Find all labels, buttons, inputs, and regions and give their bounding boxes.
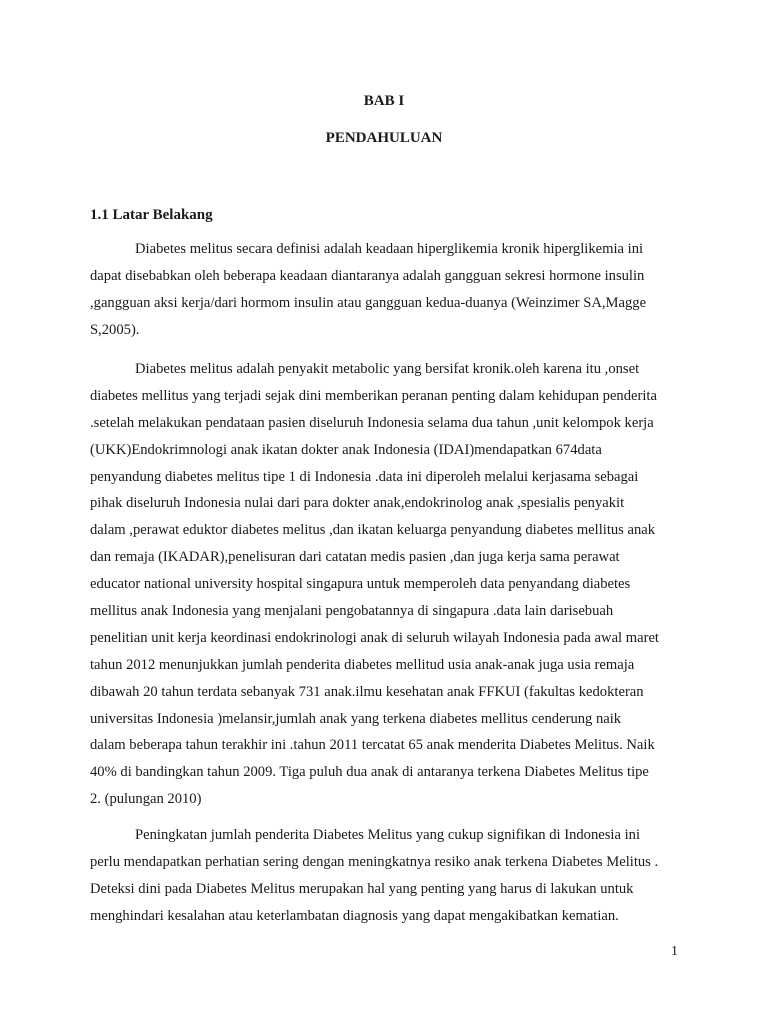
paragraph-line: mellitus anak Indonesia yang menjalani pengobatannya di singapura .data lain darisebuah (90, 603, 614, 620)
paragraph-line: educator national university hospital singapura untuk memperoleh data penyandang diabetes (90, 576, 631, 593)
paragraph-line: .setelah melakukan pendataan pasien diseluruh Indonesia selama dua tahun ,unit kelompok kerja (90, 414, 654, 431)
paragraph-line: dapat disebabkan oleh beberapa keadaan diantaranya adalah gangguan sekresi hormone insulin (90, 267, 645, 284)
paragraph-line: Peningkatan jumlah penderita Diabetes Melitus yang cukup signifikan di Indonesia ini (135, 827, 640, 843)
paragraph-line: Diabetes melitus secara definisi adalah keadaan hiperglikemia kronik hiperglikemia ini (135, 241, 644, 257)
paragraph-line: dalam beberapa tahun terakhir ini .tahun 2011 tercatat 65 anak menderita Diabetes Melitus. Naik (90, 737, 655, 754)
paragraph-line: penelitian unit kerja keordinasi endokrinologi anak di seluruh wilayah Indonesia pada awal maret (90, 629, 659, 646)
paragraph-line: S,2005). (90, 321, 140, 338)
paragraph-line: diabetes mellitus yang terjadi sejak dini memberikan peranan penting dalam kehidupan penderita (90, 387, 657, 404)
paragraph-3 (90, 822, 690, 930)
paragraph-line: (UKK)Endokrimnologi anak ikatan dokter anak Indonesia (IDAI)mendapatkan 674data (90, 441, 602, 458)
paragraph-line: dibawah 20 tahun terdata sebanyak 731 anak.ilmu kesehatan anak FFKUI (fakultas kedokteran (90, 683, 644, 700)
paragraph-line: tahun 2012 menunjukkan jumlah penderita diabetes mellitud usia anak-anak juga usia remaja (90, 656, 635, 673)
paragraph-line: universitas Indonesia )melansir,jumlah anak yang terkena diabetes mellitus cenderung naik (90, 710, 622, 727)
page-number: 1 (671, 944, 678, 959)
paragraph-line: Deteksi dini pada Diabetes Melitus merupakan hal yang penting yang harus di lakukan untuk (90, 880, 634, 897)
paragraph-line: ,gangguan aksi kerja/dari hormom insulin atau gangguan kedua-duanya (Weinzimer SA,Magge (90, 294, 647, 311)
chapter-title: PENDAHULUAN (325, 130, 443, 146)
paragraph-line: dalam ,perawat eduktor diabetes melitus ,dan ikatan keluarga penyandung diabetes mellitus anak (90, 522, 656, 539)
paragraph-line: penyandung diabetes melitus tipe 1 di Indonesia .data ini diperoleh melalui kerjasama sebagai (90, 468, 639, 485)
paragraph-line: menghindari kesalahan atau keterlambatan diagnosis yang dapat mengakibatkan kematian. (90, 907, 619, 924)
paragraph-line: pihak diseluruh Indonesia nulai dari para dokter anak,endokrinolog anak ,spesialis penyakit (90, 495, 625, 512)
paragraph-line: 40% di bandingkan tahun 2009. Tiga puluh dua anak di antaranya terkena Diabetes Melitus tipe (90, 764, 649, 781)
chapter-label: BAB I (363, 93, 405, 109)
paragraph-line: Diabetes melitus adalah penyakit metabolic yang bersifat kronik.oleh karena itu ,onset (135, 361, 640, 377)
paragraph-1 (90, 236, 690, 344)
paragraph-2 (90, 356, 690, 813)
paragraph-line: dan remaja (IKADAR),penelisuran dari catatan medis pasien ,dan juga kerja sama perawat (90, 549, 620, 566)
paragraph-line: 2. (pulungan 2010) (90, 791, 202, 808)
paragraph-line: perlu mendapatkan perhatian sering dengan meningkatnya resiko anak terkena Diabetes Melitus . (90, 853, 659, 870)
section-title: 1.1 Latar Belakang (90, 207, 213, 223)
